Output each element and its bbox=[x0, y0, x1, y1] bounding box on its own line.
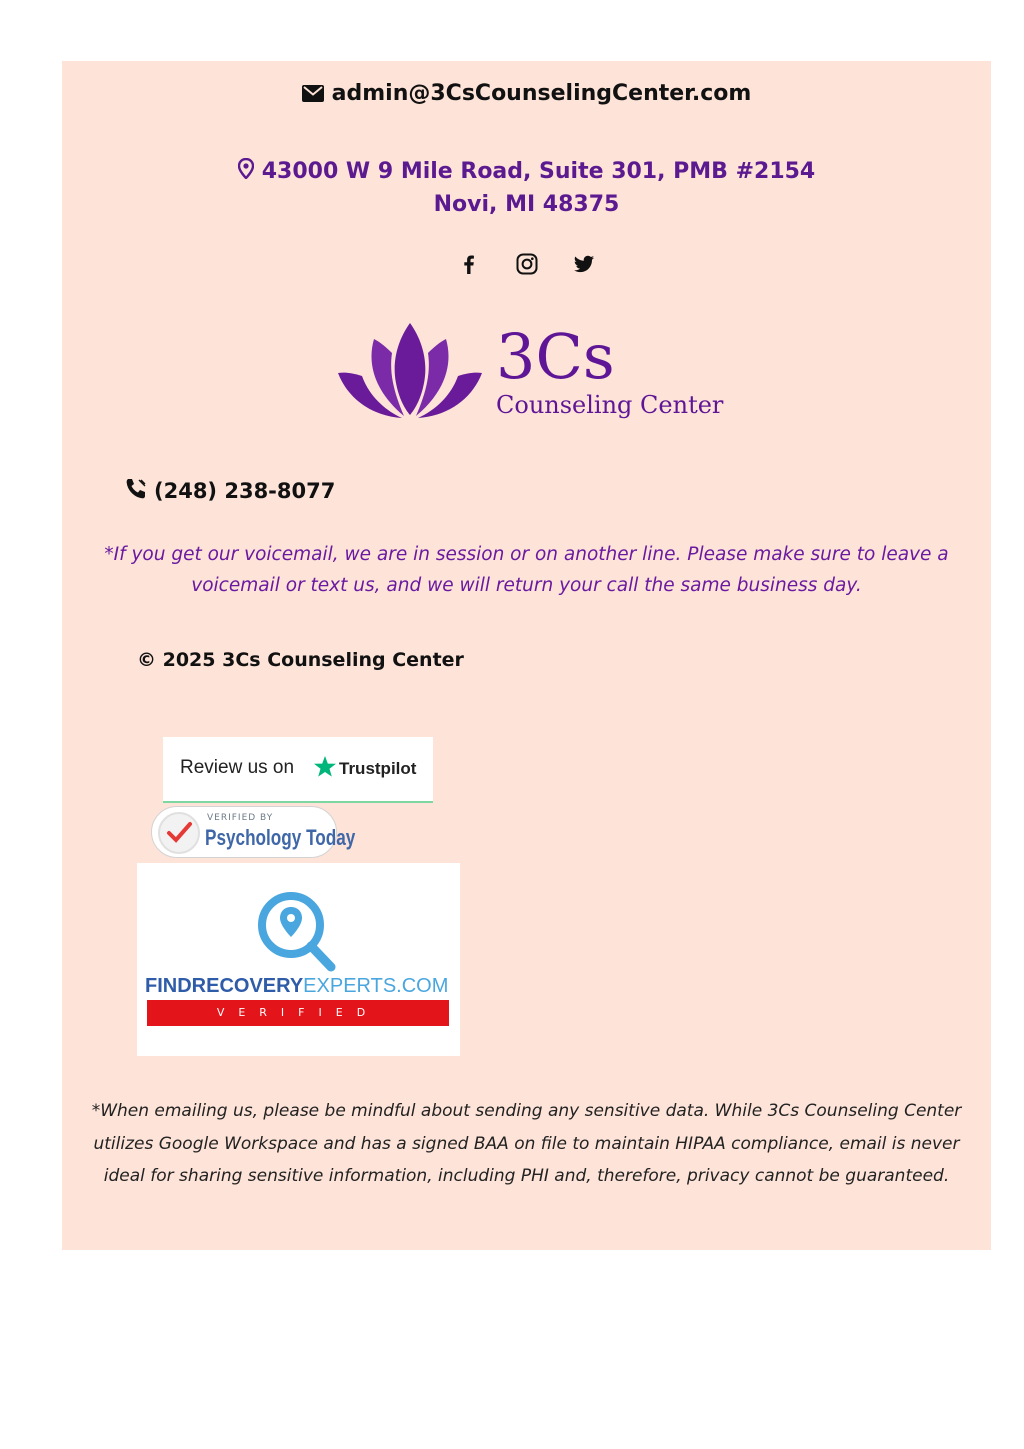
find-recovery-wordmark bbox=[145, 975, 448, 998]
magnifier-pin-icon bbox=[255, 889, 341, 977]
email-link[interactable]: admin@3CsCounselingCenter.com bbox=[331, 81, 752, 106]
email-disclaimer: *When emailing us, please be mindful about sending any sensitive data. While 3Cs Counseling Center utilizes Google Workspace and has a signed BAA on file to maintain HIPAA compliance, email is never ideal for sharing sensitive information, including PHI and, therefore, privacy cannot be guaranteed. bbox=[91, 1101, 962, 1186]
email-row[interactable] bbox=[62, 81, 991, 108]
voicemail-note: *If you get our voicemail, we are in session or on another line. Please make sure to leave a voicemail or text us, and we will return your call the same business day. bbox=[104, 544, 949, 596]
footer-panel bbox=[62, 61, 991, 1250]
logo-subtitle: Counseling Center bbox=[496, 391, 724, 419]
logo bbox=[334, 319, 724, 429]
lotus-icon bbox=[334, 321, 486, 421]
map-pin-icon bbox=[238, 157, 254, 189]
twitter-icon[interactable] bbox=[573, 253, 595, 275]
address bbox=[62, 156, 991, 221]
phone-number[interactable]: (248) 238-8077 bbox=[154, 479, 336, 503]
psychology-today-name: Psychology Today bbox=[205, 825, 356, 850]
trustpilot-badge[interactable] bbox=[163, 737, 433, 803]
instagram-icon[interactable] bbox=[516, 253, 538, 275]
logo-brand: 3Cs bbox=[496, 320, 615, 393]
phone-row[interactable] bbox=[124, 477, 335, 506]
star-icon bbox=[313, 755, 337, 783]
trustpilot-brand: Trustpilot bbox=[339, 759, 417, 778]
wordmark-part1: FINDRECOVERY bbox=[145, 975, 304, 997]
verified-by-label: VERIFIED BY bbox=[207, 813, 274, 823]
checkmark-icon bbox=[158, 812, 200, 854]
facebook-icon[interactable] bbox=[458, 253, 480, 275]
address-line1: 43000 W 9 Mile Road, Suite 301, PMB #2154 bbox=[261, 159, 816, 184]
trustpilot-text: Review us on bbox=[180, 757, 295, 778]
social-links bbox=[62, 253, 991, 279]
wordmark-part2: EXPERTS.COM bbox=[303, 975, 449, 997]
envelope-icon bbox=[302, 83, 324, 108]
verified-bar: VERIFIED bbox=[147, 1000, 449, 1026]
phone-icon bbox=[124, 477, 148, 506]
copyright: © 2025 3Cs Counseling Center bbox=[137, 649, 464, 671]
address-line2: Novi, MI 48375 bbox=[433, 192, 620, 217]
psychology-today-badge[interactable] bbox=[151, 806, 356, 858]
find-recovery-experts-badge[interactable] bbox=[137, 863, 460, 1056]
